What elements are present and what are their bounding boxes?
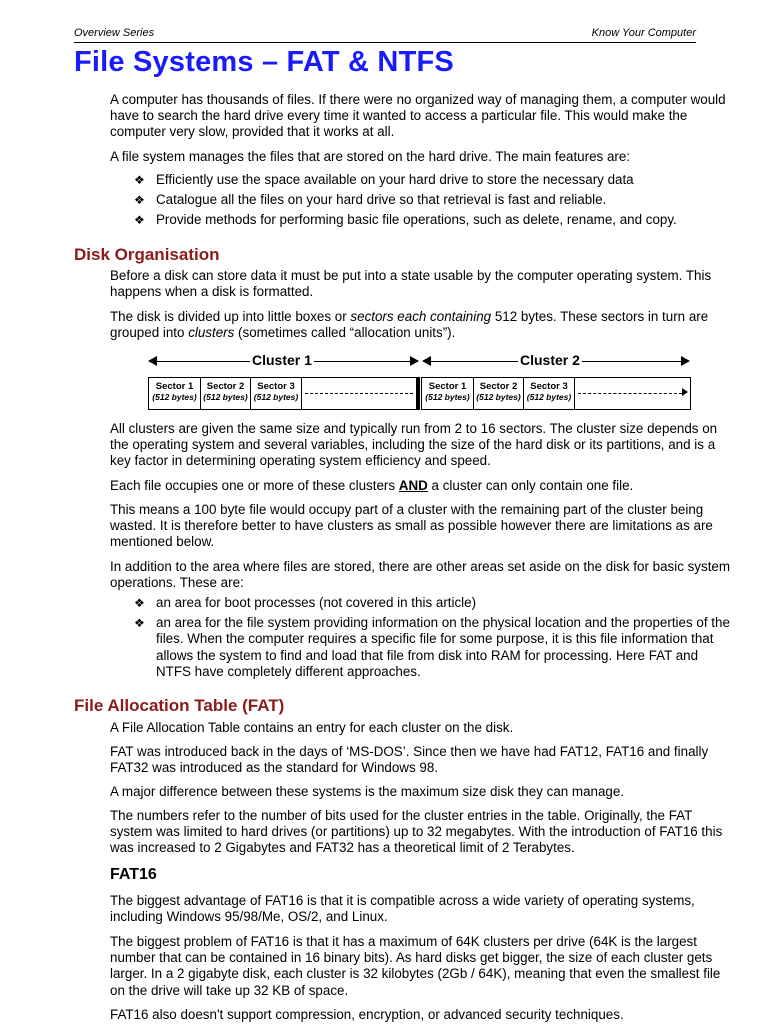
cluster-2-box	[421, 377, 691, 410]
list-item: ❖ an area for boot processes (not covered in this article)	[134, 595, 477, 610]
diamond-bullet-icon: ❖	[134, 596, 145, 610]
sector-cell: Sector 3 (512 bytes)	[251, 378, 302, 409]
arrow-left-icon	[148, 356, 157, 366]
list-item: ❖ Catalogue all the files on your hard drive so that retrieval is fast and reliable.	[134, 192, 607, 208]
fat16-paragraph-2: The biggest problem of FAT16 is that it has a maximum of 64K clusters per drive (64K is the largest number that can be contained in 16 binary bits). As hard disks get bigger, the size of each cluster gets larger. In a 2 gigabyte disk, each cluster is 32 kilobytes (2Gb / 64K), meaning that even the smallest file on the drive will take up 32 KB of space.	[110, 934, 721, 998]
system-areas-list	[132, 595, 732, 684]
arrow-left-icon	[422, 356, 431, 366]
cluster-divider	[416, 377, 420, 410]
diamond-bullet-icon: ❖	[134, 193, 145, 208]
arrow-right-icon	[410, 356, 419, 366]
disk-paragraph-3: All clusters are given the same size and typically run from 2 to 16 sectors. The cluster size depends on the operating system and several variables, including the size of the hard disk or its partitions, and is a key factor in determining operating system efficiency and speed.	[110, 421, 718, 469]
cluster-1-label: Cluster 1	[252, 352, 312, 368]
fat-paragraph-1: A File Allocation Table contains an entry for each cluster on the disk.	[110, 720, 514, 735]
disk-paragraph-6: In addition to the area where files are stored, there are other areas set aside on the disk for basic system operations. These are:	[110, 559, 731, 591]
sector-cell: Sector 2 (512 bytes)	[474, 378, 524, 409]
cluster-diagram	[148, 350, 692, 412]
fat16-paragraph-3: FAT16 also doesn't support compression, encryption, or advanced security techniques.	[110, 1007, 624, 1022]
disk-paragraph-4: Each file occupies one or more of these clusters AND a cluster can only contain one file.	[110, 478, 634, 493]
fat-paragraph-4: The numbers refer to the number of bits used for the cluster entries in the table. Originally, the FAT system was limited to hard drives (or partitions) up to 32 megabytes. With the introduction of FAT16 this was increased to 2 Gigabytes and FAT32 has a theoretical limit of 2 Terabytes.	[110, 808, 723, 856]
disk-paragraph-1: Before a disk can store data it must be put into a state usable by the computer operating system. This happens when a disk is formatted.	[110, 268, 712, 300]
list-item: ❖ Efficiently use the space available on your hard drive to store the necessary data	[134, 172, 634, 187]
page-title: File Systems – FAT & NTFS	[74, 46, 454, 78]
arrow-right-icon	[682, 388, 688, 396]
diamond-bullet-icon: ❖	[134, 213, 145, 228]
diamond-bullet-icon: ❖	[134, 616, 145, 631]
fat-paragraph-2: FAT was introduced back in the days of ‘MS-DOS’. Since then we have had FAT12, FAT16 and finally FAT32 was introduced as the standard for Windows 98.	[110, 744, 709, 776]
intro-paragraph-1: A computer has thousands of files. If there were no organized way of managing them, a computer would have to search the hard drive every time it wanted to access a particular file. This would make the computer very slow, provided that it works at all.	[110, 92, 726, 140]
fat16-paragraph-1: The biggest advantage of FAT16 is that it is compatible across a wide variety of operating systems, including Windows 95/98/Me, OS/2, and Linux.	[110, 893, 695, 925]
header-series: Overview Series	[74, 27, 155, 39]
disk-paragraph-5: This means a 100 byte file would occupy part of a cluster with the remaining part of the cluster being wasted. It is therefore better to have clusters as small as possible however there are limitations as are mentioned below.	[110, 502, 713, 550]
subheading-fat16: FAT16	[110, 866, 157, 883]
section-heading-fat: File Allocation Table (FAT)	[74, 696, 285, 715]
section-heading-disk-organisation: Disk Organisation	[74, 245, 220, 264]
cluster-1-box	[148, 377, 418, 410]
page-header	[74, 27, 696, 43]
header-book: Know Your Computer	[591, 27, 696, 39]
sector-cell: Sector 3 (512 bytes)	[524, 378, 575, 409]
cluster-2-label: Cluster 2	[520, 352, 580, 368]
disk-paragraph-2: The disk is divided up into little boxes or sectors each containing 512 bytes. These sectors in turn are grouped into clusters (sometimes called “allocation units”).	[110, 309, 709, 341]
arrow-right-icon	[681, 356, 690, 366]
intro-paragraph-2: A file system manages the files that are stored on the hard drive. The main features are:	[110, 149, 631, 164]
diamond-bullet-icon: ❖	[134, 173, 145, 187]
list-item: ❖ an area for the file system providing information on the physical location and the properties of the files. When the computer requires a specific file for some purpose, it is this file information that allows the system to find and load that file from disk into RAM for processing. Here FAT and NTFS have completely different approaches.	[134, 615, 730, 679]
fat-paragraph-3: A major difference between these systems is the maximum size disk they can manage.	[110, 784, 625, 799]
sector-cell: Sector 2 (512 bytes)	[201, 378, 251, 409]
list-item: ❖ Provide methods for performing basic file operations, such as delete, rename, and copy.	[134, 212, 677, 228]
intro-feature-list	[132, 172, 732, 233]
sector-cell: Sector 1 (512 bytes)	[422, 378, 474, 409]
sector-cell: Sector 1 (512 bytes)	[149, 378, 201, 409]
